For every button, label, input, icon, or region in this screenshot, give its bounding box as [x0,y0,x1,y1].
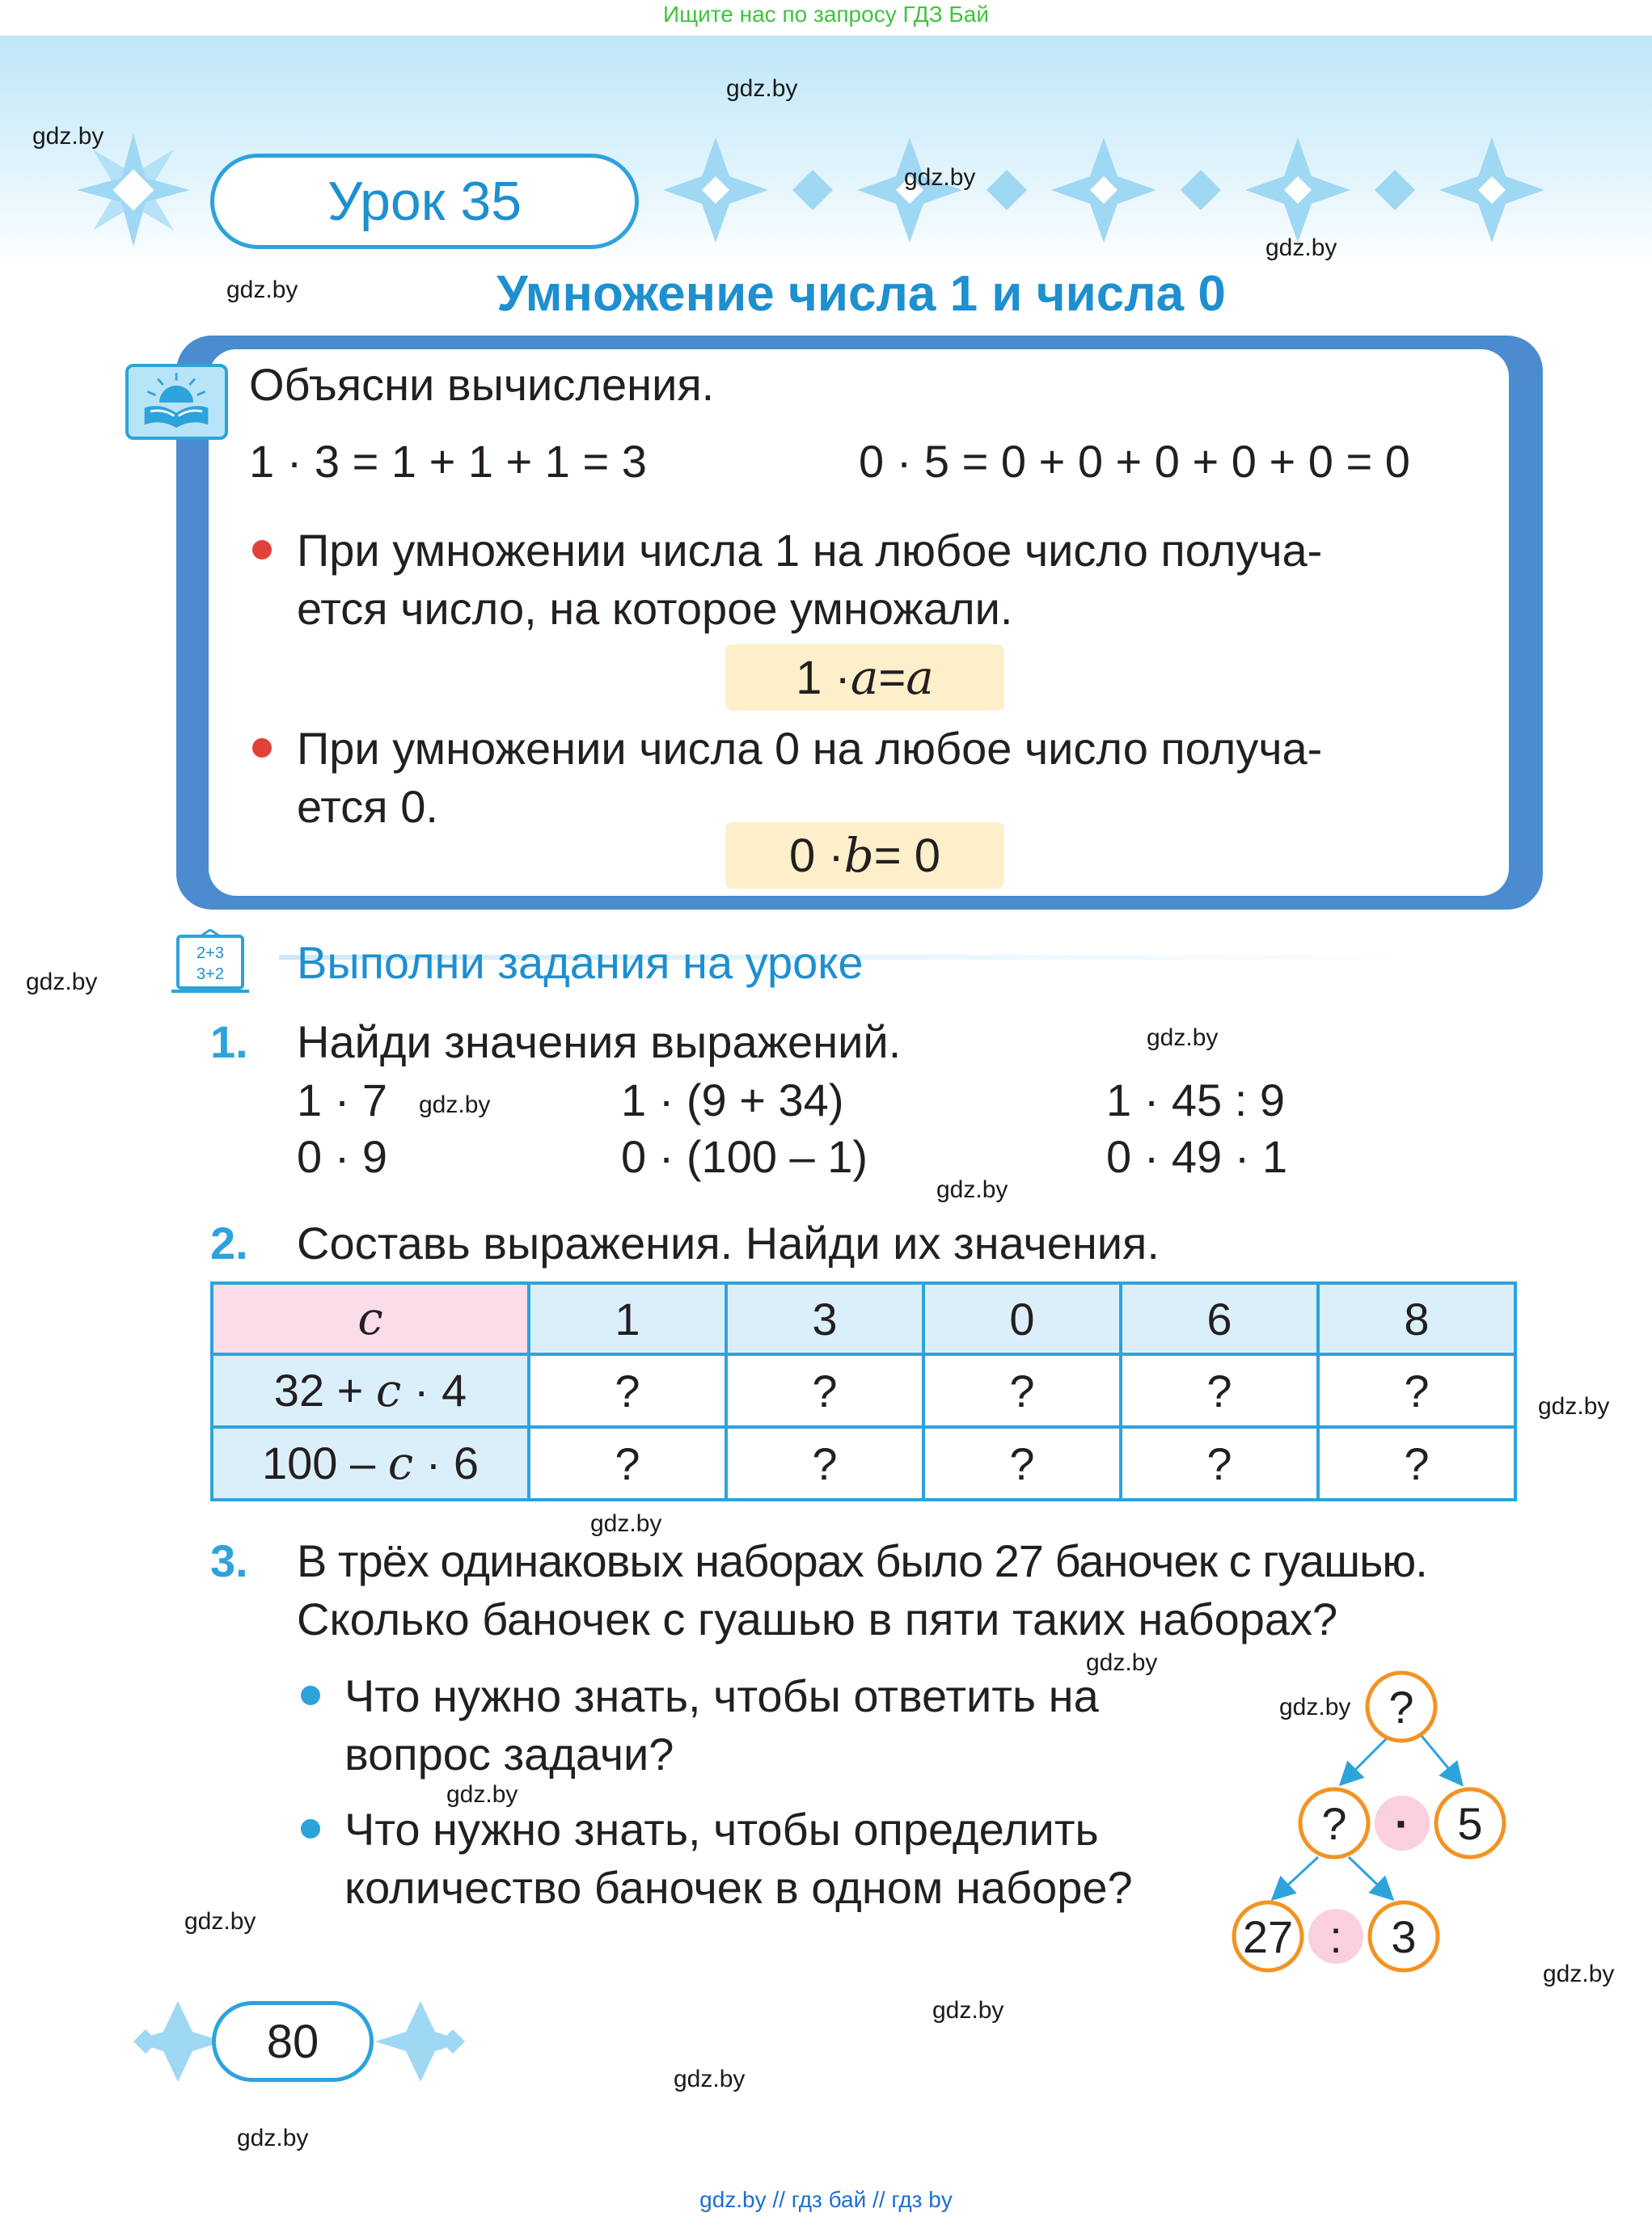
watermark: gdz.by [26,969,98,995]
rule-zero-text: ется 0. [297,781,438,832]
task-text: В трёх одинаковых наборах было 27 баночек с гуашью. [297,1535,1427,1586]
watermark: gdz.by [674,2066,746,2092]
answer-cell: ? [1121,1427,1318,1500]
rule-heading: Объясни вычисления. [249,359,715,410]
expression: 0 · (100 – 1) [621,1131,868,1182]
bullet-blue [301,1819,320,1839]
footer-links: gdz.by // гдз бай // гдз by [699,2187,953,2212]
watermark: gdz.by [419,1091,491,1118]
tree-node-value: ? [1321,1798,1347,1849]
row-expression: 32 + c · 4 [212,1354,529,1427]
task-prompt: Найди значения выражений. [297,1016,902,1067]
lesson-topic-title: Умножение числа 1 и числа 0 [496,266,1226,322]
watermark: gdz.by [1265,234,1337,261]
answer-cell: ? [923,1427,1121,1500]
chalkboard-text: 2+3 [196,944,224,962]
answer-cell: ? [1318,1427,1515,1500]
table-header-cell: 3 [726,1283,923,1354]
question-text: Что нужно знать, чтобы ответить на [344,1670,1099,1721]
table-header-cell: 0 [923,1283,1121,1354]
example-multiply-one: 1 · 3 = 1 + 1 + 1 = 3 [249,436,647,487]
divide-sign: : [1329,1911,1342,1962]
watermark: gdz.by [1279,1694,1351,1720]
answer-cell: ? [726,1427,923,1500]
task-number: 1. [210,1016,248,1067]
formula-zero: 0 · b = 0 [725,822,1004,889]
watermark: gdz.by [1543,1961,1615,1987]
answer-cell: ? [1318,1354,1515,1427]
expression: 0 · 49 · 1 [1106,1131,1288,1182]
formula-one: 1 · a = a [725,644,1004,711]
task-text: Сколько баночек с гуашью в пяти таких наборах? [297,1594,1338,1644]
section-title: Выполни задания на уроке [297,937,864,988]
table-header-cell: 1 [529,1283,726,1354]
watermark: gdz.by [184,1908,256,1935]
task-prompt: Составь выражения. Найди их значения. [297,1218,1160,1269]
watermark: gdz.by [590,1510,662,1537]
bullet-red [252,738,272,758]
watermark: gdz.by [1086,1649,1158,1676]
watermark: gdz.by [904,164,976,191]
watermark: gdz.by [1538,1393,1610,1420]
snowflake-ornament-icon [77,133,190,247]
tree-node-value: 5 [1457,1798,1483,1849]
example-multiply-zero: 0 · 5 = 0 + 0 + 0 + 0 + 0 = 0 [859,436,1410,487]
ornament-band-icon [663,137,1577,243]
answer-cell: ? [1121,1354,1318,1427]
question-text: Что нужно знать, чтобы определить [344,1804,1099,1855]
table-row [212,1354,1515,1427]
watermark: gdz.by [1147,1024,1219,1051]
watermark: gdz.by [237,2125,309,2151]
watermark: gdz.by [726,75,798,102]
table-header-cell: 8 [1318,1283,1515,1354]
answer-cell: ? [529,1354,726,1427]
search-hint: Ищите нас по запросу ГДЗ Бай [662,2,990,27]
tree-node-value: 3 [1391,1911,1417,1962]
answer-cell: ? [529,1427,726,1500]
multiply-sign: · [1394,1798,1410,1849]
lesson-number-badge: Урок 35 [210,154,639,249]
bullet-blue [301,1686,320,1705]
table-header-cell: c [212,1283,529,1354]
table-row [212,1427,1515,1500]
watermark: gdz.by [32,123,104,150]
watermark: gdz.by [446,1781,518,1808]
open-book-sun-icon [125,364,228,440]
page-number: 80 [212,2001,374,2082]
answer-cell: ? [726,1354,923,1427]
expression: 1 · 45 : 9 [1106,1075,1286,1125]
tree-node-value: 27 [1242,1911,1294,1962]
watermark: gdz.by [932,1997,1004,2024]
tree-root-value: ? [1388,1682,1414,1733]
question-text: вопрос задачи? [344,1729,674,1780]
expression: 0 · 9 [297,1131,388,1182]
chalkboard-text: 3+2 [196,965,224,983]
question-text: количество баночек в одном наборе? [344,1862,1133,1913]
expression: 1 · (9 + 34) [621,1075,844,1125]
watermark: gdz.by [936,1176,1008,1203]
row-expression: 100 – c · 6 [212,1427,529,1500]
task-number: 2. [210,1218,248,1269]
task-number: 3. [210,1535,248,1586]
bullet-red [252,540,272,559]
rule-one-text: ется число, на которое умножали. [297,583,1013,634]
chalkboard-icon [171,928,249,996]
expression: 1 · 7 [297,1075,388,1125]
watermark: gdz.by [226,277,298,303]
answer-cell: ? [923,1354,1121,1427]
table-header-cell: 6 [1121,1283,1318,1354]
rule-zero-text: При умножении числа 0 на любое число получа- [297,723,1323,774]
expression-table [210,1281,1517,1501]
rule-one-text: При умножении числа 1 на любое число получа- [297,525,1323,576]
